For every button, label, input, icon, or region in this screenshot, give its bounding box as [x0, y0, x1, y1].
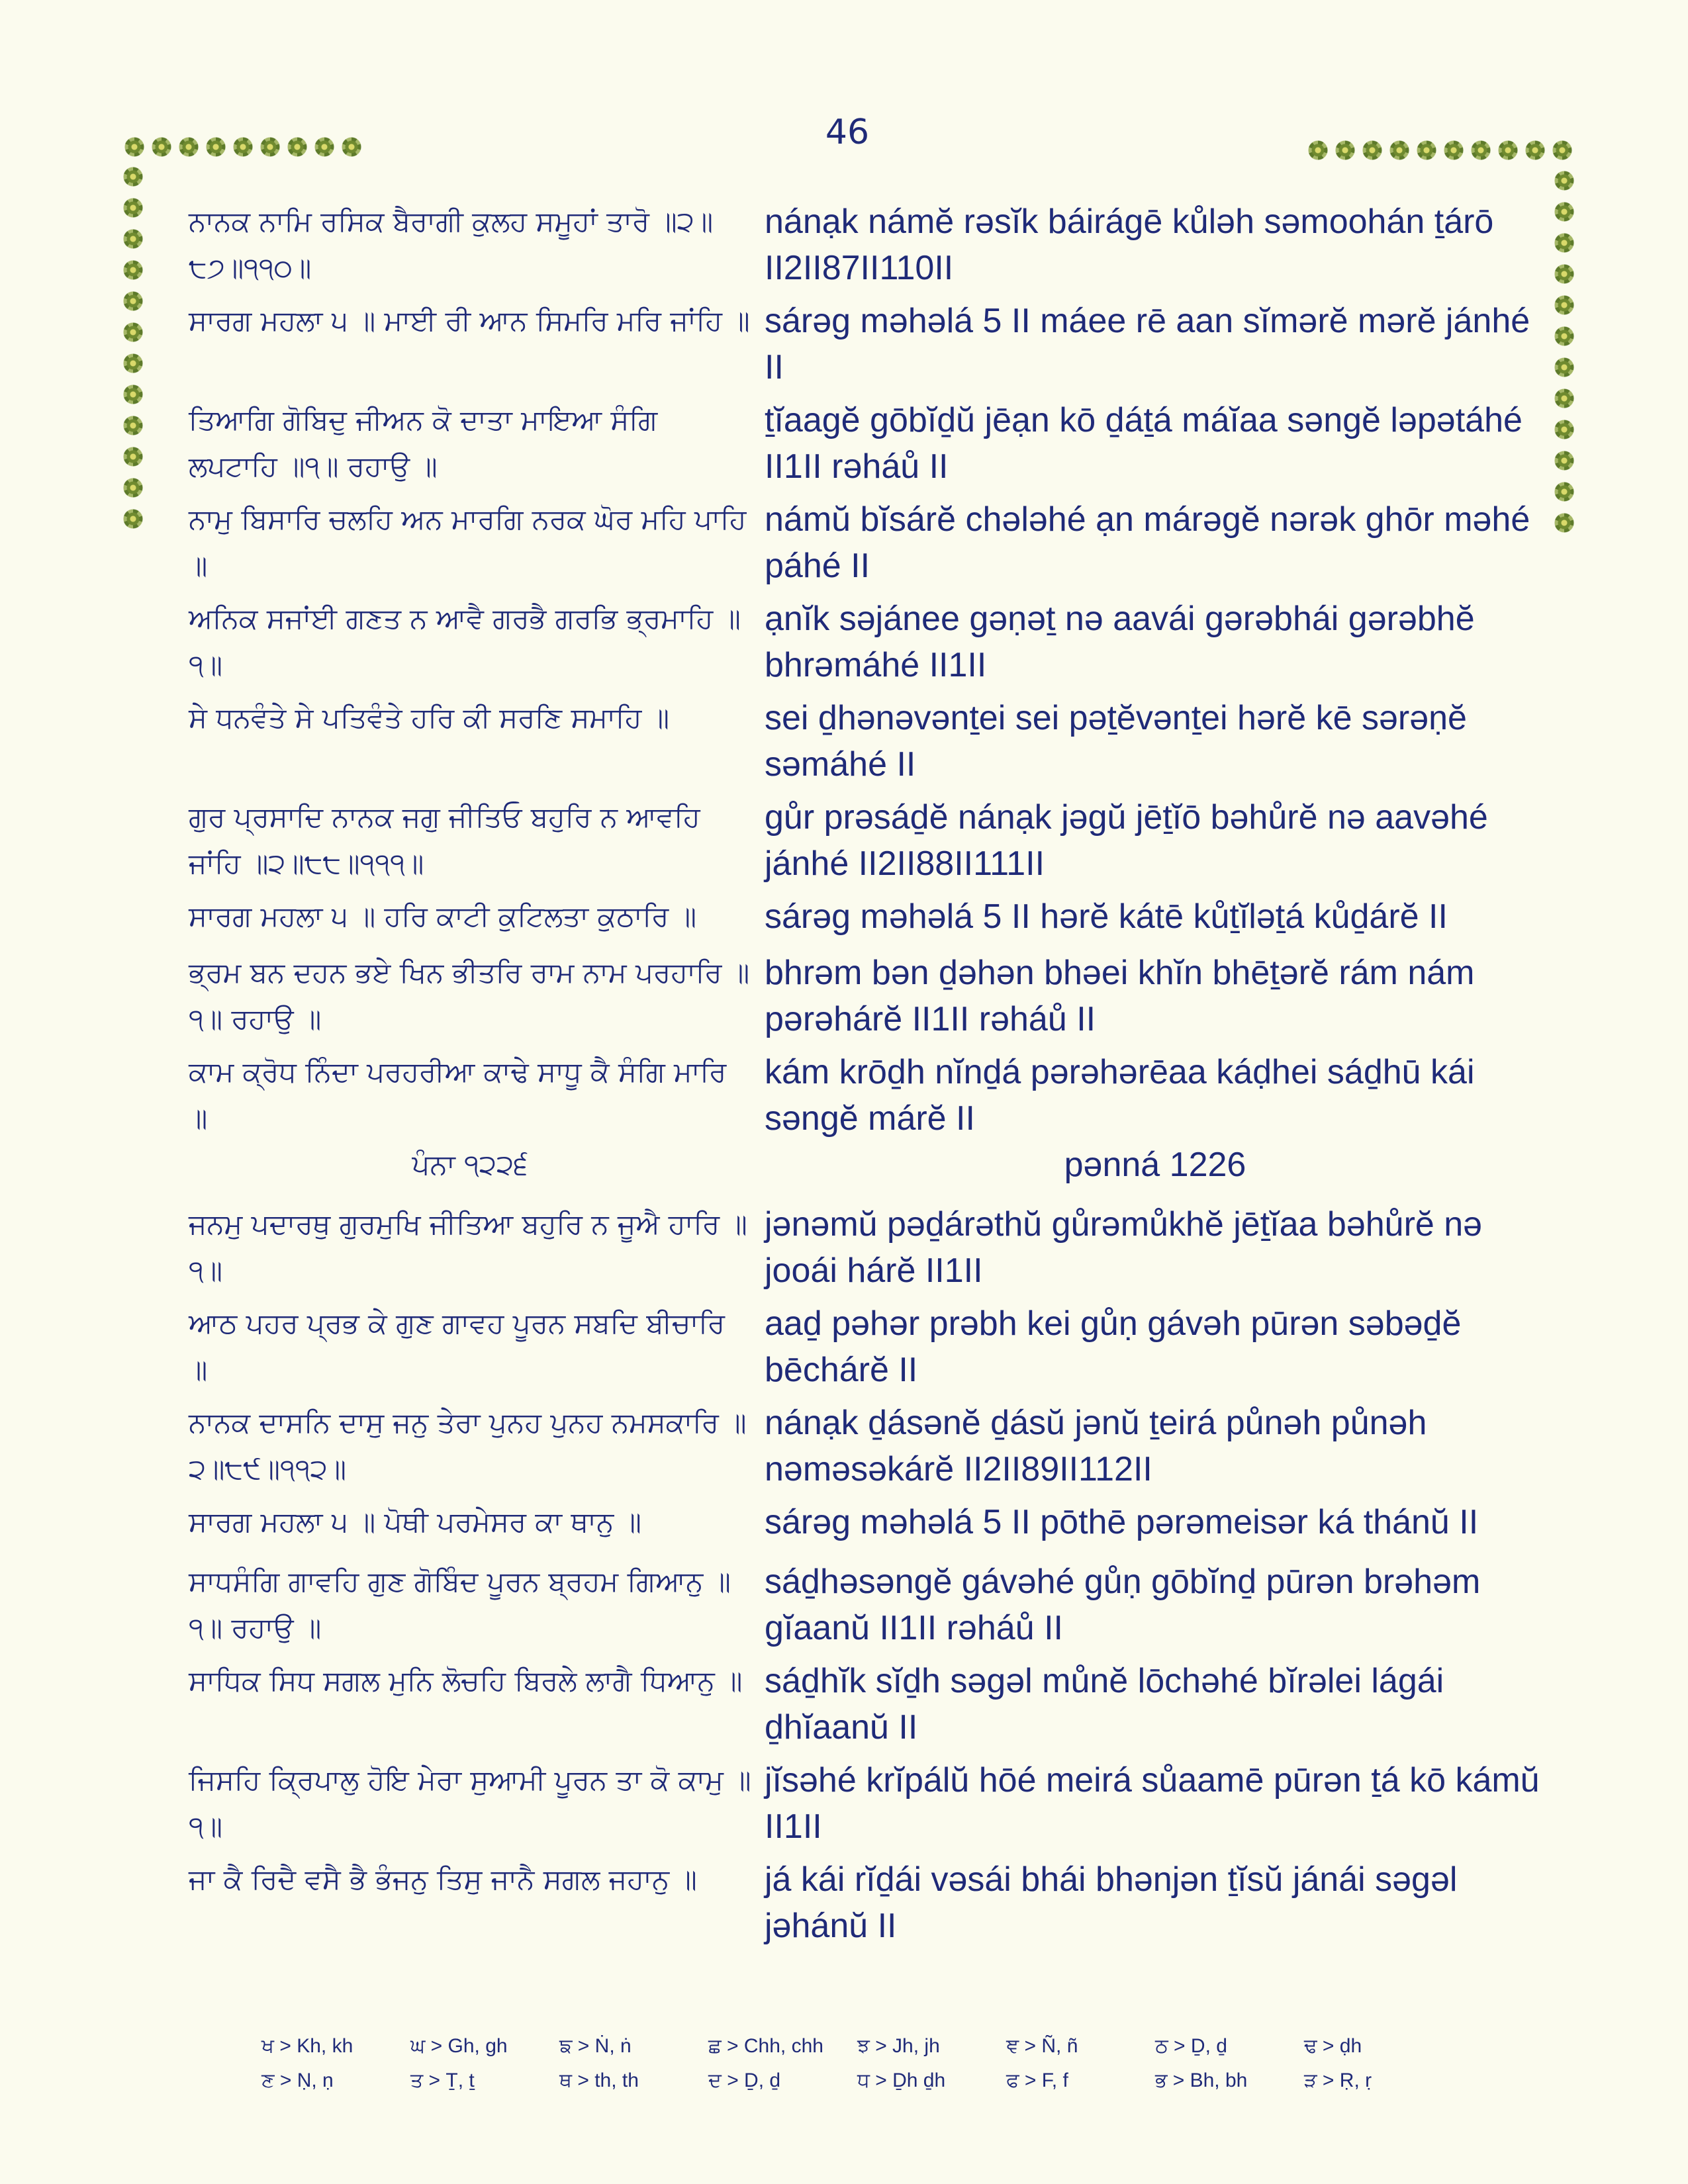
decorative-border-left — [123, 167, 156, 529]
gurmukhi-text: ਗੁਰ ਪ੍ਰਸਾਦਿ ਨਾਨਕ ਜਗੁ ਜੀਤਿਓ ਬਹੁਰਿ ਨ ਆਵਹਿ ਜਾਂਹਿ ॥੨॥੮੮॥੧੧੧॥ — [189, 801, 700, 880]
legend-row — [261, 2035, 1453, 2070]
legend-item: ਛ > Chh, chh — [708, 2035, 823, 2057]
legend-item: ਖ > Kh, kh — [261, 2035, 353, 2057]
legend-item: ਙ > Ṅ, ṅ — [559, 2035, 632, 2057]
gurmukhi-text: ਸਾਧਸੰਗਿ ਗਾਵਹਿ ਗੁਣ ਗੋਬਿੰਦ ਪੂਰਨ ਬ੍ਰਹਮ ਗਿਆਨੁ ॥੧॥ ਰਹਾਉ ॥ — [189, 1565, 731, 1644]
legend-item: ਫ > F, f — [1006, 2070, 1068, 2091]
flower-icon — [1554, 264, 1574, 284]
verse-row — [189, 695, 1532, 794]
gurmukhi-text: ਜਾ ਕੈ ਰਿਦੈ ਵਸੈ ਭੈ ਭੰਜਨੁ ਤਿਸੁ ਜਾਨੈ ਸਗਲ ਜਹਾਨੁ ॥ — [189, 1863, 697, 1895]
flower-icon — [342, 137, 361, 157]
verse-row — [189, 950, 1532, 1049]
verse-table — [189, 199, 1540, 1956]
gurmukhi-text: ਜਨਮੁ ਪਦਾਰਥੁ ਗੁਰਮੁਖਿ ਜੀਤਿਆ ਬਹੁਰਿ ਨ ਜੂਐ ਹਾਰਿ ॥੧॥ — [189, 1208, 747, 1287]
decorative-border-top-right — [1308, 140, 1572, 173]
flower-icon — [123, 385, 143, 404]
flower-icon — [1554, 171, 1574, 191]
gurmukhi-text: ਆਠ ਪਹਰ ਪ੍ਰਭ ਕੇ ਗੁਣ ਗਾਵਹ ਪੂਰਨ ਸਬਦਿ ਬੀਚਾਰਿ ॥ — [189, 1307, 726, 1386]
flower-icon — [1554, 388, 1574, 408]
flower-icon — [1554, 513, 1574, 533]
verse-row — [189, 298, 1532, 397]
legend-item: ਝ > Jh, jh — [857, 2035, 940, 2057]
legend-item: ਠ > Ḏ, ḏ — [1155, 2035, 1227, 2057]
flower-icon — [1554, 202, 1574, 222]
legend-item: ਢ > ḍh — [1304, 2035, 1362, 2057]
flower-icon — [123, 291, 143, 311]
flower-icon — [1554, 326, 1574, 346]
verse-row — [189, 1658, 1532, 1757]
flower-icon — [1417, 140, 1436, 160]
flower-icon — [1554, 295, 1574, 315]
legend-item: ਭ > Bh, bh — [1155, 2070, 1248, 2091]
gurmukhi-text: ਸਾਧਿਕ ਸਿਧ ਸਗਲ ਮੁਨਿ ਲੋਚਹਿ ਬਿਰਲੇ ਲਾਗੈ ਧਿਆਨੁ ॥ — [189, 1664, 743, 1697]
verse-row — [189, 199, 1532, 298]
transliteration-page-reference: pənná 1226 — [1064, 1146, 1246, 1184]
verse-row — [189, 1300, 1532, 1400]
transliteration-text: sárəg məhəlá 5 II máee rē aan sĭmərĕ mərĕ jánhé II — [765, 302, 1530, 387]
gurmukhi-text: ਸਾਰਗ ਮਹਲਾ ੫ ॥ ਪੋਥੀ ਪਰਮੇਸਰ ਕਾ ਥਾਨੁ ॥ — [189, 1506, 641, 1538]
flower-icon — [124, 137, 144, 157]
legend-row — [261, 2070, 1453, 2104]
gurmukhi-text: ਤਿਆਗਿ ਗੋਬਿਦੁ ਜੀਅਨ ਕੋ ਦਾਤਾ ਮਾਇਆ ਸੰਗਿ ਲਪਟਾਹਿ ॥੧॥ ਰਹਾਉ ॥ — [189, 404, 658, 482]
flower-icon — [1389, 140, 1409, 160]
transliteration-text: sei ḏhənəvənṯei sei pəṯĕvənṯei hərĕ kē sərəṇĕ səmáhé II — [765, 699, 1467, 784]
legend-item: ਧ > Ḏh ḏh — [857, 2070, 946, 2091]
legend-item: ਤ > Ṯ, ṯ — [410, 2070, 475, 2091]
flower-icon — [287, 137, 307, 157]
verse-row — [189, 893, 1532, 950]
gurmukhi-text: ਸਾਰਗ ਮਹਲਾ ੫ ॥ ਹਰਿ ਕਾਟੀ ਕੁਟਿਲਤਾ ਕੁਠਾਰਿ ॥ — [189, 900, 697, 933]
legend-item: ਘ > Gh, gh — [410, 2035, 508, 2057]
transliteration-text: kám krōḏh nĭnḏá pərəhərēaa káḍhei sáḏhū kái səngĕ márĕ II — [765, 1053, 1475, 1138]
flower-icon — [1554, 233, 1574, 253]
verse-row — [189, 1559, 1532, 1658]
verse-row — [189, 1757, 1540, 1856]
gurmukhi-text: ਸਾਰਗ ਮਹਲਾ ੫ ॥ ਮਾਈ ਰੀ ਆਨ ਸਿਮਰਿ ਮਰਿ ਜਾਂਹਿ ॥ — [189, 304, 750, 337]
transliteration-text: námŭ bĭsárĕ chələhé ạn márəgĕ nərək ghōr məhé páhé II — [765, 500, 1530, 585]
verse-row — [189, 1201, 1532, 1300]
flower-icon — [123, 260, 143, 280]
legend-item: ਣ > Ṇ, ṇ — [261, 2070, 334, 2091]
flower-icon — [123, 229, 143, 249]
flower-icon — [123, 509, 143, 529]
transliteration-text: bhrəm bən ḏəhən bhəei khĭn bhēṯərĕ rám nám pərəhárĕ II1II rəháů II — [765, 954, 1475, 1038]
flower-icon — [123, 198, 143, 218]
verse-row — [189, 397, 1532, 496]
flower-icon — [1525, 140, 1545, 160]
gurmukhi-text: ਸੇ ਧਨਵੰਤੇ ਸੇ ਪਤਿਵੰਤੇ ਹਰਿ ਕੀ ਸਰਣਿ ਸਮਾਹਿ ॥ — [189, 702, 670, 734]
flower-icon — [179, 137, 199, 157]
transliteration-text: já kái rĭḏái vəsái bhái bhənjən ṯĭsŭ jánái səgəl jəhánŭ II — [765, 1860, 1458, 1945]
verse-row — [189, 794, 1532, 893]
flower-icon — [233, 137, 253, 157]
flower-icon — [1444, 140, 1464, 160]
transliteration-text: sárəg məhəlá 5 II pōthē pərəmeisər ká thánŭ II — [765, 1503, 1479, 1541]
legend-item: ਥ > th, th — [559, 2070, 639, 2091]
flower-icon — [123, 353, 143, 373]
flower-icon — [260, 137, 280, 157]
flower-icon — [1554, 451, 1574, 471]
legend-item: ਞ > Ñ, ñ — [1006, 2035, 1078, 2057]
verse-row — [189, 496, 1532, 596]
flower-icon — [152, 137, 171, 157]
transliteration-text: sáḏhĭk sĭḏh səgəl můnĕ lōchəhé bĭrəlei lágái ḏhĭaanŭ II — [765, 1662, 1444, 1747]
flower-icon — [123, 478, 143, 498]
flower-icon — [123, 447, 143, 467]
verse-row — [189, 1400, 1532, 1499]
flower-icon — [1308, 140, 1328, 160]
flower-icon — [123, 167, 143, 187]
transliteration-text: nánạk námĕ rəsĭk báirágē kůləh səmoohán ṯárō II2II87II110II — [765, 203, 1494, 287]
transliteration-text: ạnĭk səjánee gəṇəṯ nə aavái gərəbhái gərəbhĕ bhrəmáhé II1II — [765, 600, 1475, 684]
transliteration-text: jənəmŭ pəḏárəthŭ gůrəmůkhĕ jēṯĭaa bəhůrĕ nə jooái hárĕ II1II — [765, 1205, 1483, 1290]
gurmukhi-text: ਨਾਮੁ ਬਿਸਾਰਿ ਚਲਹਿ ਅਨ ਮਾਰਗਿ ਨਰਕ ਘੋਰ ਮਹਿ ਪਾਹਿ ॥ — [189, 503, 747, 582]
legend-item: ੜ > Ṛ, ṛ — [1304, 2070, 1372, 2091]
transliteration-text: ṯĭaagĕ gōbĭḏŭ jēạn kō ḏáṯá máĭaa səngĕ ləpətáhé II1II rəháů II — [765, 401, 1523, 486]
verse-row — [189, 596, 1532, 695]
flower-icon — [123, 416, 143, 435]
transliteration-text: sárəg məhəlá 5 II hərĕ kátē kůṯĭləṯá kůḏárĕ II — [765, 897, 1448, 936]
verse-row — [189, 1049, 1532, 1142]
gurmukhi-text: ਨਾਨਕ ਨਾਮਿ ਰਸਿਕ ਬੈਰਾਗੀ ਕੁਲਹ ਸਮੂਹਾਂ ਤਾਰੋ ॥੨॥੮੭॥੧੧੦॥ — [189, 205, 714, 284]
flower-icon — [1335, 140, 1355, 160]
transliteration-text: gůr prəsáḏĕ nánạk jəgŭ jēṯĭō bəhůrĕ nə aavəhé jánhé II2II88II111II — [765, 798, 1488, 883]
gurmukhi-page-reference: ਪੰਨਾ ੧੨੨੬ — [412, 1148, 528, 1181]
page-number: 46 — [825, 113, 870, 152]
transliteration-text: nánạk ḏásənĕ ḏásŭ jənŭ ṯeirá půnəh půnəh nəməsəkárĕ II2II89II112II — [765, 1404, 1427, 1488]
transliteration-text: sáḏhəsəngĕ gávəhé gůṇ gōbĭnḏ pūrən brəhəm gĭaanŭ II1II rəháů II — [765, 1563, 1481, 1647]
gurmukhi-text: ਕਾਮ ਕ੍ਰੋਧ ਨਿੰਦਾ ਪਰਹਰੀਆ ਕਾਢੇ ਸਾਧੂ ਕੈ ਸੰਗਿ ਮਾਰਿ ॥ — [189, 1056, 727, 1134]
flower-icon — [1498, 140, 1518, 160]
transliteration-text: aaḏ pəhər prəbh kei gůṇ gávəh pūrən səbəḏĕ bēchárĕ II — [765, 1304, 1462, 1389]
decorative-border-top-left — [124, 137, 361, 170]
flower-icon — [1552, 140, 1572, 160]
page-reference-row — [189, 1142, 1532, 1201]
flower-icon — [1554, 482, 1574, 502]
legend-item: ਦ > Ḏ, ḏ — [708, 2070, 781, 2091]
transliteration-legend — [261, 2035, 1453, 2104]
gurmukhi-text: ਨਾਨਕ ਦਾਸਨਿ ਦਾਸੁ ਜਨੁ ਤੇਰਾ ਪੁਨਹ ਪੁਨਹ ਨਮਸਕਾਰਿ ॥੨॥੮੯॥੧੧੨॥ — [189, 1406, 747, 1485]
flower-icon — [1554, 357, 1574, 377]
flower-icon — [206, 137, 226, 157]
transliteration-text: jĭsəhé krĭpálŭ hōé meirá sůaamē pūrən ṯá kō kámŭ II1II — [765, 1761, 1540, 1846]
flower-icon — [1362, 140, 1382, 160]
gurmukhi-text: ਭ੍ਰਮ ਬਨ ਦਹਨ ਭਏ ਖਿਨ ਭੀਤਰਿ ਰਾਮ ਨਾਮ ਪਰਹਾਰਿ ॥੧॥ ਰਹਾਉ ॥ — [189, 956, 750, 1035]
flower-icon — [1471, 140, 1491, 160]
flower-icon — [314, 137, 334, 157]
gurmukhi-text: ਅਨਿਕ ਸਜਾਂਈ ਗਣਤ ਨ ਆਵੈ ਗਰਭੈ ਗਰਭਿ ਭ੍ਰਮਾਹਿ ॥੧॥ — [189, 602, 741, 681]
verse-row — [189, 1499, 1532, 1559]
flower-icon — [123, 322, 143, 342]
decorative-border-right — [1554, 171, 1587, 533]
verse-row — [189, 1856, 1532, 1956]
flower-icon — [1554, 420, 1574, 439]
gurmukhi-text: ਜਿਸਹਿ ਕ੍ਰਿਪਾਲੁ ਹੋਇ ਮੇਰਾ ਸੁਆਮੀ ਪੂਰਨ ਤਾ ਕੋ ਕਾਮੁ ॥੧॥ — [189, 1764, 751, 1843]
